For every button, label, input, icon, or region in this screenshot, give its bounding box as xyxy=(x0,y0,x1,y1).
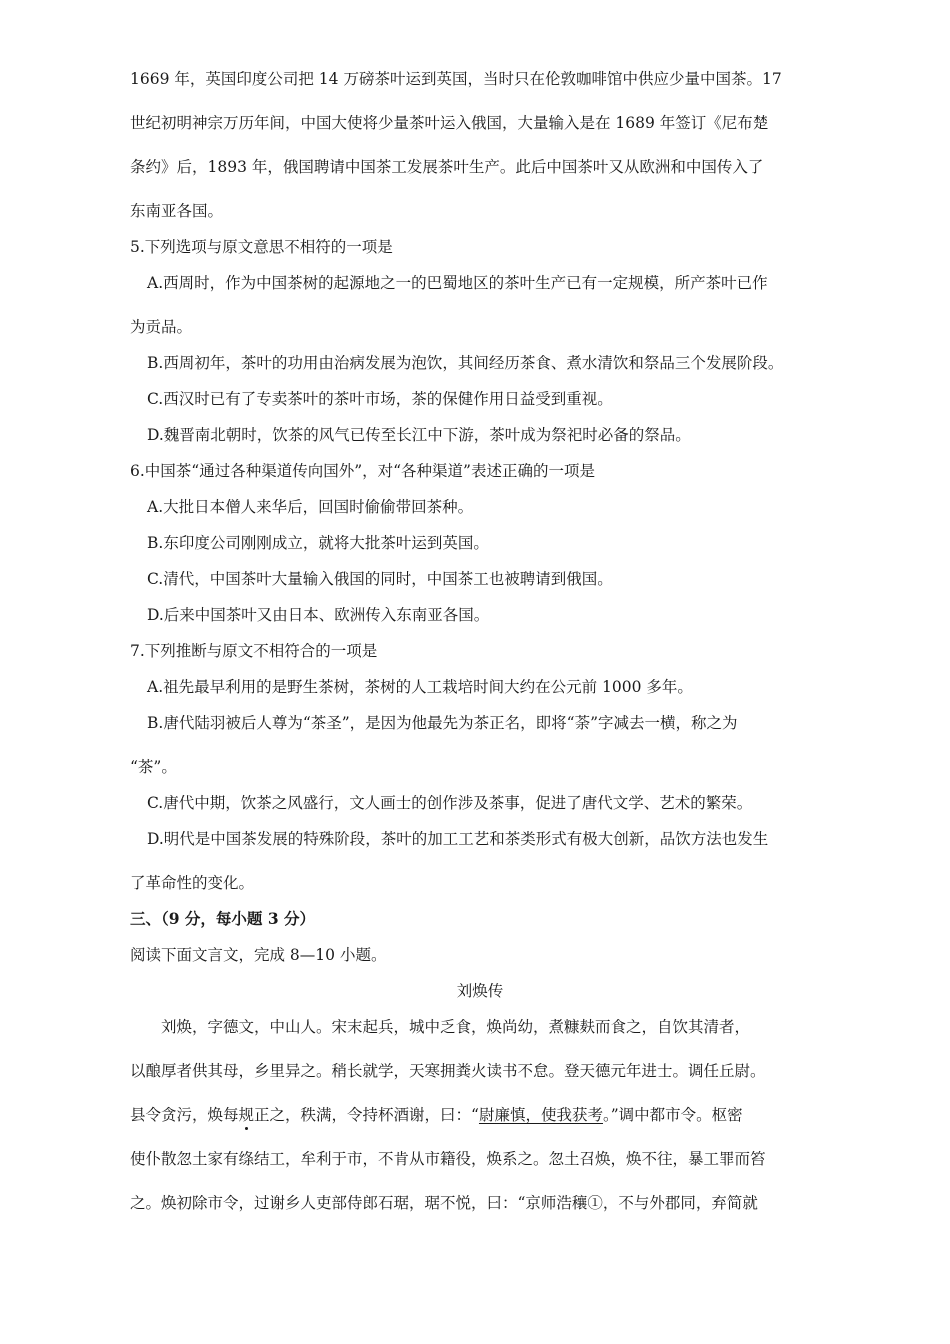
option-a: A.祖先最早利用的是野生茶树，茶树的人工栽培时间大约在公元前 1000 多年。 xyxy=(147,678,693,696)
question-6 xyxy=(130,460,830,640)
passage-line: 世纪初明神宗万历年间，中国大使将少量茶叶运入俄国，大量输入是在 1689 年签订《尼布楚 xyxy=(130,114,769,132)
option-d: D.明代是中国茶发展的特殊阶段，茶叶的加工工艺和茶类形式有极大创新，品饮方法也发生 xyxy=(147,830,769,848)
classical-line: 之。焕初除市令，过谢乡人吏部侍郎石琚，琚不悦，曰：“京师浩穰①，不与外郡同，弃简就 xyxy=(130,1194,758,1212)
option-d: D.魏晋南北朝时，饮茶的风气已传至长江中下游，茶叶成为祭祀时必备的祭品。 xyxy=(147,426,691,444)
option-a: A.大批日本僧人来华后，回国时偷偷带回茶种。 xyxy=(147,498,474,516)
document-page xyxy=(130,68,830,1236)
passage-line: 1669 年，英国印度公司把 14 万磅茶叶运到英国，当时只在伦敦咖啡馆中供应少量中国茶。17 xyxy=(130,70,782,88)
passage-line: 条约》后，1893 年，俄国聘请中国茶工发展茶叶生产。此后中国茶叶又从欧洲和中国传入了 xyxy=(130,158,764,176)
option-c: C.唐代中期，饮茶之风盛行，文人画士的创作涉及茶事，促进了唐代文学、艺术的繁荣。 xyxy=(147,794,753,812)
option-b-continued: “茶”。 xyxy=(130,758,177,776)
option-a: A.西周时，作为中国茶树的起源地之一的巴蜀地区的茶叶生产已有一定规模，所产茶叶已作 xyxy=(147,274,768,292)
question-stem: 5.下列选项与原文意思不相符的一项是 xyxy=(130,238,393,256)
classical-text-title: 刘焕传 xyxy=(456,982,504,1000)
option-b: B.西周初年，茶叶的功用由治病发展为泡饮，其间经历茶食、煮水清饮和祭品三个发展阶段。 xyxy=(147,354,784,372)
classical-text-segment: 正之，秩满，令持杯酒谢，曰：“ xyxy=(254,1106,479,1124)
section-instruction: 阅读下面文言文，完成 8—10 小题。 xyxy=(130,946,387,964)
option-c: C.清代，中国茶叶大量输入俄国的同时，中国茶工也被聘请到俄国。 xyxy=(147,570,613,588)
classical-line: 以酿厚者供其母，乡里异之。稍长就学，天寒拥粪火读书不怠。登天德元年进士。调任丘尉。 xyxy=(130,1062,766,1080)
underlined-sentence: 尉廉慎，使我获考 xyxy=(478,1106,603,1124)
classical-line: 刘焕，字德文，中山人。宋末起兵，城中乏食，焕尚幼，煮糠麸而食之，自饮其清者， xyxy=(161,1018,751,1036)
question-stem: 7.下列推断与原文不相符合的一项是 xyxy=(130,642,378,660)
passage-continuation xyxy=(130,68,830,236)
option-b: B.东印度公司刚刚成立，就将大批茶叶运到英国。 xyxy=(147,534,489,552)
classical-text-segment: 县令贪污，焕每 xyxy=(130,1106,239,1124)
section-heading: 三、（9 分，每小题 3 分） xyxy=(130,909,316,928)
classical-line xyxy=(130,1104,830,1148)
question-7 xyxy=(130,640,830,908)
question-stem: 6.中国茶“通过各种渠道传向国外”，对“各种渠道”表述正确的一项是 xyxy=(130,462,595,480)
option-d-continued: 了革命性的变化。 xyxy=(130,874,255,892)
classical-line: 使仆散忽土家有绦结工，牟利于市，不肯从市籍役，焕系之。忽土召焕，焕不往，暴工罪而笞 xyxy=(130,1150,766,1168)
option-d: D.后来中国茶叶又由日本、欧洲传入东南亚各国。 xyxy=(147,606,490,624)
section-3 xyxy=(130,908,830,1016)
emphasis-dotted-char: 规 xyxy=(238,1106,255,1124)
classical-text-segment: 。”调中都市令。枢密 xyxy=(602,1106,743,1124)
question-5 xyxy=(130,236,830,460)
option-b: B.唐代陆羽被后人尊为“茶圣”，是因为他最先为茶正名，即将“荼”字减去一横，称之为 xyxy=(147,714,738,732)
classical-text xyxy=(130,1016,830,1236)
option-a-continued: 为贡品。 xyxy=(130,318,193,336)
option-c: C.西汉时已有了专卖茶叶的茶叶市场，茶的保健作用日益受到重视。 xyxy=(147,390,613,408)
passage-line: 东南亚各国。 xyxy=(130,202,224,220)
